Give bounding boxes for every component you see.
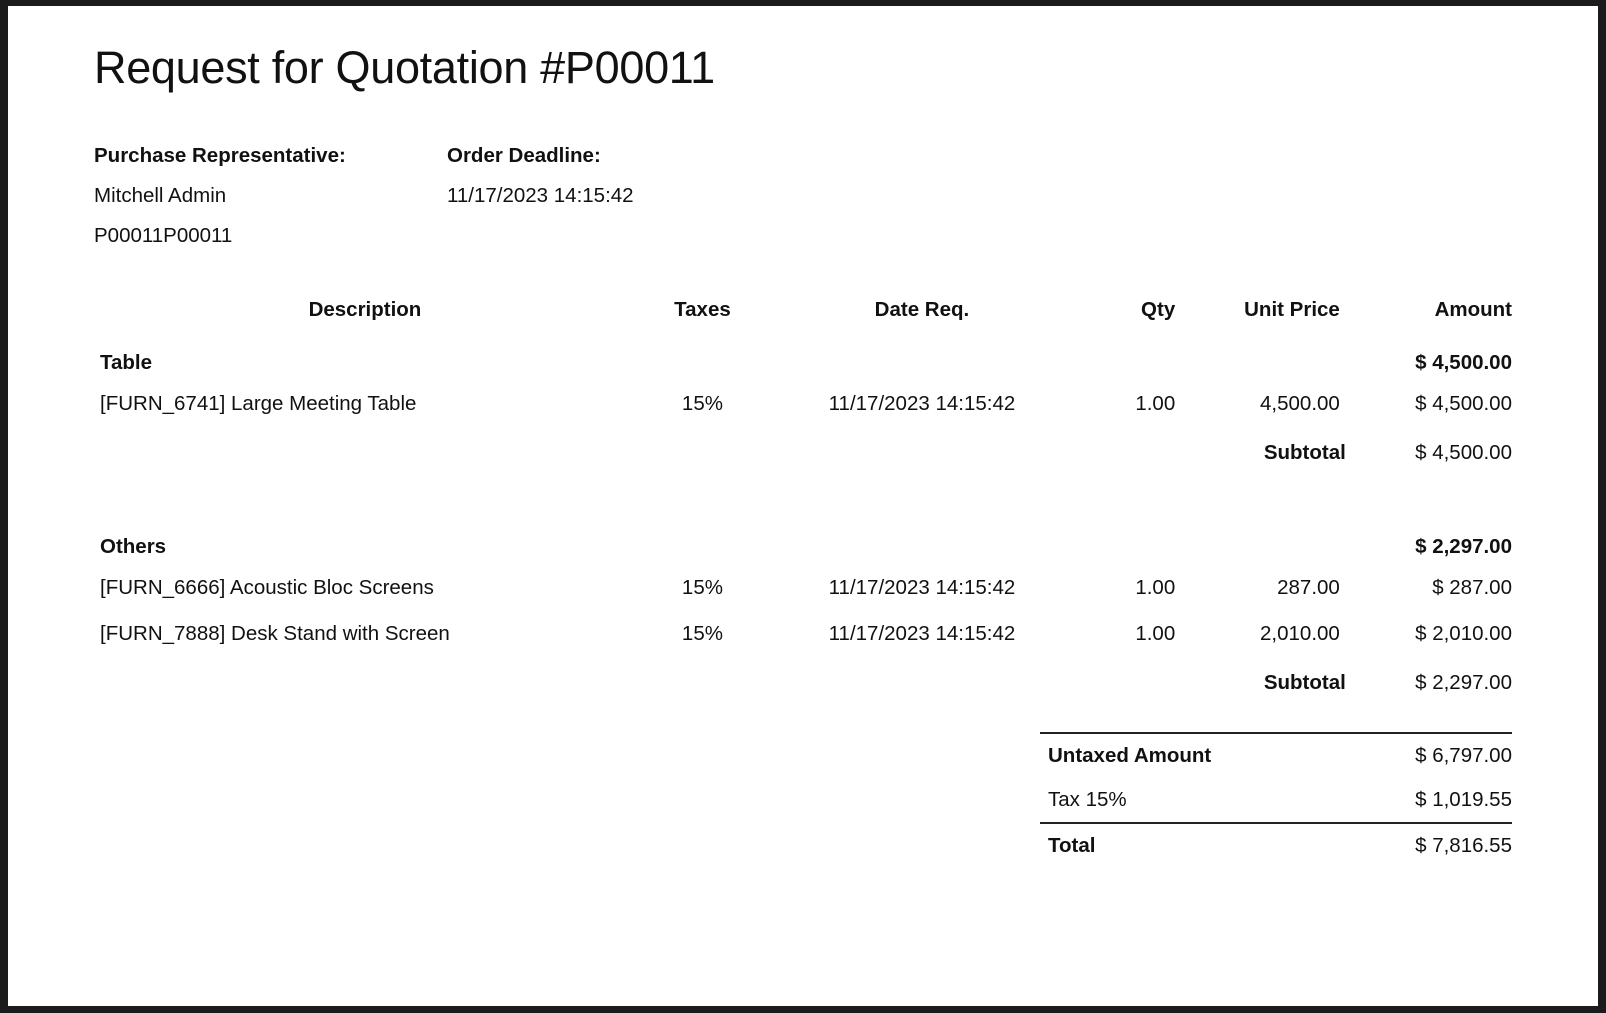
subtotal-spacer-taxes — [630, 427, 775, 476]
table-row — [94, 565, 1512, 611]
subtotal-spacer-date — [775, 427, 1069, 476]
line-description: [FURN_6666] Acoustic Bloc Screens — [100, 576, 434, 599]
subtotal-label: Subtotal — [1263, 441, 1346, 464]
document-reference: P00011P00011 — [94, 224, 233, 247]
section-date — [775, 520, 1069, 565]
subtotal-value: $ 2,297.00 — [1415, 671, 1512, 694]
section-amount: $ 2,297.00 — [1415, 535, 1512, 558]
line-taxes: 15% — [681, 576, 723, 599]
meta-values-row — [94, 176, 1512, 216]
tax-value: $ 1,019.55 — [1415, 788, 1512, 811]
document-page — [8, 6, 1598, 1006]
total-row — [1040, 823, 1512, 868]
total-value: $ 7,816.55 — [1341, 823, 1512, 868]
totals-section — [94, 732, 1512, 868]
table-row — [94, 381, 1512, 427]
untaxed-amount-row — [1040, 733, 1512, 778]
line-qty: 1.00 — [1135, 576, 1176, 599]
section-unit-price — [1183, 336, 1346, 381]
section-row — [94, 336, 1512, 381]
line-unit-price: 287.00 — [1277, 576, 1340, 599]
line-description: [FURN_7888] Desk Stand with Screen — [100, 622, 450, 645]
page-title: Request for Quotation #P00011 — [94, 42, 715, 93]
section-taxes — [630, 336, 775, 381]
tax-label: Tax 15% — [1048, 788, 1127, 811]
untaxed-amount-label: Untaxed Amount — [1040, 733, 1341, 778]
line-unit-price: 2,010.00 — [1260, 622, 1340, 645]
line-date: 11/17/2023 14:15:42 — [828, 576, 1016, 599]
order-lines-table — [94, 298, 1512, 706]
totals-block — [1040, 732, 1512, 868]
header-unit-price: Unit Price — [1244, 298, 1340, 321]
subtotal-spacer-desc — [94, 657, 630, 706]
section-name: Table — [100, 351, 153, 374]
section-name: Others — [100, 535, 167, 558]
header-qty: Qty — [1141, 298, 1176, 321]
subtotal-spacer-date — [775, 657, 1069, 706]
order-deadline-value: 11/17/2023 14:15:42 — [447, 184, 634, 207]
total-label: Total — [1040, 823, 1341, 868]
section-amount: $ 4,500.00 — [1415, 351, 1512, 374]
section-taxes — [630, 520, 775, 565]
header-taxes: Taxes — [674, 298, 731, 321]
line-amount: $ 4,500.00 — [1415, 392, 1512, 415]
purchase-representative-label: Purchase Representative: — [94, 144, 346, 167]
tax-row — [1040, 778, 1512, 823]
order-deadline-label: Order Deadline: — [447, 144, 601, 167]
line-taxes: 15% — [681, 392, 723, 415]
subtotal-value: $ 4,500.00 — [1415, 441, 1512, 464]
untaxed-amount-value: $ 6,797.00 — [1341, 733, 1512, 778]
section-spacer — [94, 476, 1512, 520]
subtotal-label: Subtotal — [1263, 671, 1346, 694]
totals-table — [1040, 732, 1512, 868]
subtotal-spacer-taxes — [630, 657, 775, 706]
document-meta — [94, 136, 1512, 256]
line-description: [FURN_6741] Large Meeting Table — [100, 392, 417, 415]
header-description: Description — [308, 298, 422, 321]
header-date: Date Req. — [874, 298, 970, 321]
line-qty: 1.00 — [1135, 392, 1176, 415]
section-qty — [1069, 336, 1183, 381]
section-unit-price — [1183, 520, 1346, 565]
section-spacer-cell — [94, 476, 1512, 520]
section-qty — [1069, 520, 1183, 565]
line-unit-price: 4,500.00 — [1260, 392, 1340, 415]
line-qty: 1.00 — [1135, 622, 1176, 645]
subtotal-spacer-desc — [94, 427, 630, 476]
section-date — [775, 336, 1069, 381]
subtotal-row — [94, 657, 1512, 706]
meta-labels-row — [94, 136, 1512, 176]
section-row — [94, 520, 1512, 565]
line-taxes: 15% — [681, 622, 723, 645]
table-header-row — [94, 298, 1512, 336]
line-amount: $ 2,010.00 — [1415, 622, 1512, 645]
line-amount: $ 287.00 — [1432, 576, 1512, 599]
line-date: 11/17/2023 14:15:42 — [828, 622, 1016, 645]
purchase-representative-value: Mitchell Admin — [94, 184, 227, 207]
header-amount: Amount — [1434, 298, 1512, 321]
subtotal-row — [94, 427, 1512, 476]
line-date: 11/17/2023 14:15:42 — [828, 392, 1016, 415]
table-row — [94, 611, 1512, 657]
